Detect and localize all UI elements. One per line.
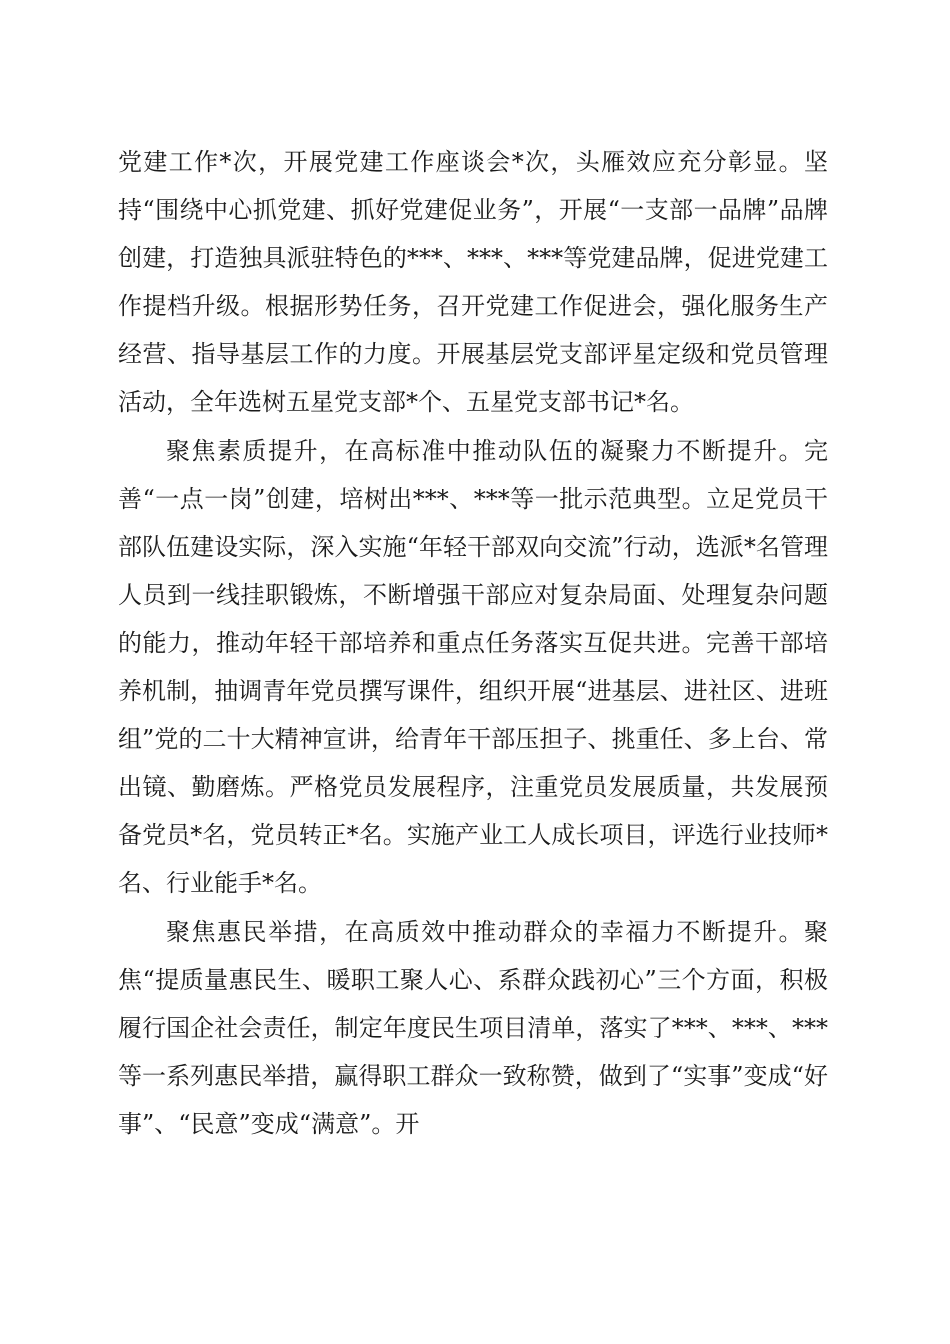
paragraph-party-building: 党建工作*次，开展党建工作座谈会*次，头雁效应充分彰显。坚持“围绕中心抓党建、抓好党建促业务”，开展“一支部一品牌”品牌创建，打造独具派驻特色的***、***、***等党建品牌，促进党建工作提档升级。根据形势任务，召开党建工作促进会，强化服务生产经营、指导基层工作的力度。开展基层党支部评星定级和党员管理活动，全年选树五星党支部*个、五星党支部书记*名。	[118, 148, 828, 417]
document-body	[118, 138, 828, 1148]
paragraph-quality-improvement: 聚焦素质提升，在高标准中推动队伍的凝聚力不断提升。完善“一点一岗”创建，培树出***、***等一批示范典型。立足党员干部队伍建设实际，深入实施“年轻干部双向交流”行动，选派*名管理人员到一线挂职锻炼，不断增强干部应对复杂局面、处理复杂问题的能力，推动年轻干部培养和重点任务落实互促共进。完善干部培养机制，抽调青年党员撰写课件，组织开展“进基层、进社区、进班组”党的二十大精神宣讲，给青年干部压担子、挑重任、多上台、常出镜、勤磨炼。严格党员发展程序，注重党员发展质量，共发展预备党员*名，党员转正*名。实施产业工人成长项目，评选行业技师*名、行业能手*名。	[118, 436, 828, 898]
paragraph-livelihood-measures: 聚焦惠民举措，在高质效中推动群众的幸福力不断提升。聚焦“提质量惠民生、暖职工聚人心、系群众践初心”三个方面，积极履行国企社会责任，制定年度民生项目清单，落实了***、***、***等一系列惠民举措，赢得职工群众一致称赞，做到了“实事”变成“好事”、“民意”变成“满意”。开	[118, 917, 828, 1138]
